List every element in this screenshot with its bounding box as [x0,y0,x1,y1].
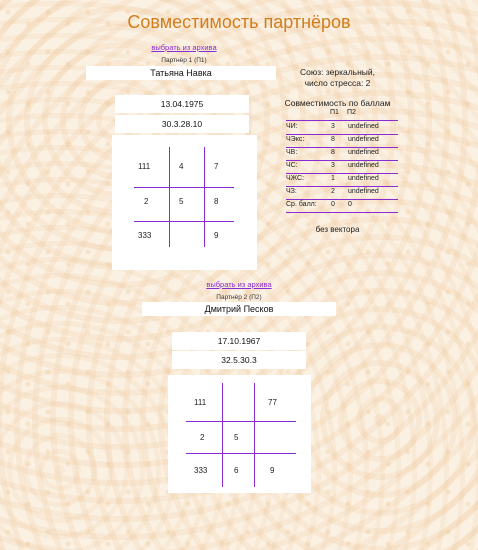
row-p1: 2 [331,188,335,195]
row-p2: undefined [348,162,379,169]
row-label: ЧЖС: [286,175,305,182]
row-label: ЧВ: [286,149,298,156]
grid-cell: 333 [194,465,208,475]
grid-cell: 5 [234,432,239,442]
grid-cell [230,385,264,419]
partner2-label: Партнёр 2 (П2) [216,294,262,301]
table-row [286,134,398,148]
grid-cell: 333 [138,230,152,240]
union-type: Союз: зеркальный, [299,67,376,77]
partner2-code-field[interactable]: 32.5.30.3 [172,351,306,369]
partner1-name-field[interactable]: Татьяна Навка [86,66,276,80]
scores-title: Совместимость по баллам [284,98,391,108]
row-p2: undefined [348,188,379,195]
grid-cell: 9 [270,465,275,475]
partner2-square [168,375,311,493]
row-p2: undefined [348,175,379,182]
row-label: ЧЭкс: [286,136,305,143]
table-row [286,147,398,161]
grid-cell: 2 [144,196,149,206]
grid-cell: 2 [200,432,205,442]
row-p1: 8 [331,136,335,143]
scores-col-p1: П1 [330,109,339,116]
grid-cell: 77 [268,397,277,407]
partner1-label: Партнёр 1 (П1) [161,57,207,64]
grid-cell: 111 [194,397,207,407]
row-label: ЧС: [286,162,298,169]
stress-number: число стресса: 2 [304,78,371,88]
row-p2: undefined [348,123,379,130]
grid-cell: 8 [214,196,219,206]
partner2-date-field[interactable]: 17.10.1967 [172,332,306,350]
partner1-code-field[interactable]: 30.3.28.10 [115,115,249,133]
row-p1: 0 [331,201,335,208]
partner2-archive-link[interactable]: выбрать из архива [206,280,272,289]
grid-cell: 6 [234,465,239,475]
grid-cell: 9 [214,230,219,240]
grid-cell: 4 [179,161,184,171]
table-row [286,199,398,213]
table-row [286,186,398,200]
partner1-date-field[interactable]: 13.04.1975 [115,95,249,113]
row-p1: 8 [331,149,335,156]
row-label: Ср. балл: [286,201,317,208]
table-row [286,121,398,135]
partner2-name-field[interactable]: Дмитрий Песков [142,302,336,316]
table-row [286,160,398,174]
row-label: ЧЗ: [286,188,297,195]
row-p2: undefined [348,149,379,156]
grid-cell [179,218,213,252]
row-p1: 3 [331,123,335,130]
table-row [286,173,398,187]
row-p1: 3 [331,162,335,169]
grid-cell: 111 [138,161,151,171]
vector-status: без вектора [315,225,360,234]
grid-cell: 7 [214,161,219,171]
row-p2: undefined [348,136,379,143]
scores-col-p2: П2 [347,109,356,116]
row-p1: 1 [331,175,335,182]
scores-table [286,109,398,215]
union-info [280,67,395,89]
row-p2: 0 [348,201,352,208]
row-label: ЧИ: [286,123,298,130]
grid-cell [268,420,302,454]
grid-cell: 5 [179,196,184,206]
page-title: Совместимость партнёров [127,12,351,32]
partner1-square [112,135,257,270]
partner1-archive-link[interactable]: выбрать из архива [151,43,217,52]
